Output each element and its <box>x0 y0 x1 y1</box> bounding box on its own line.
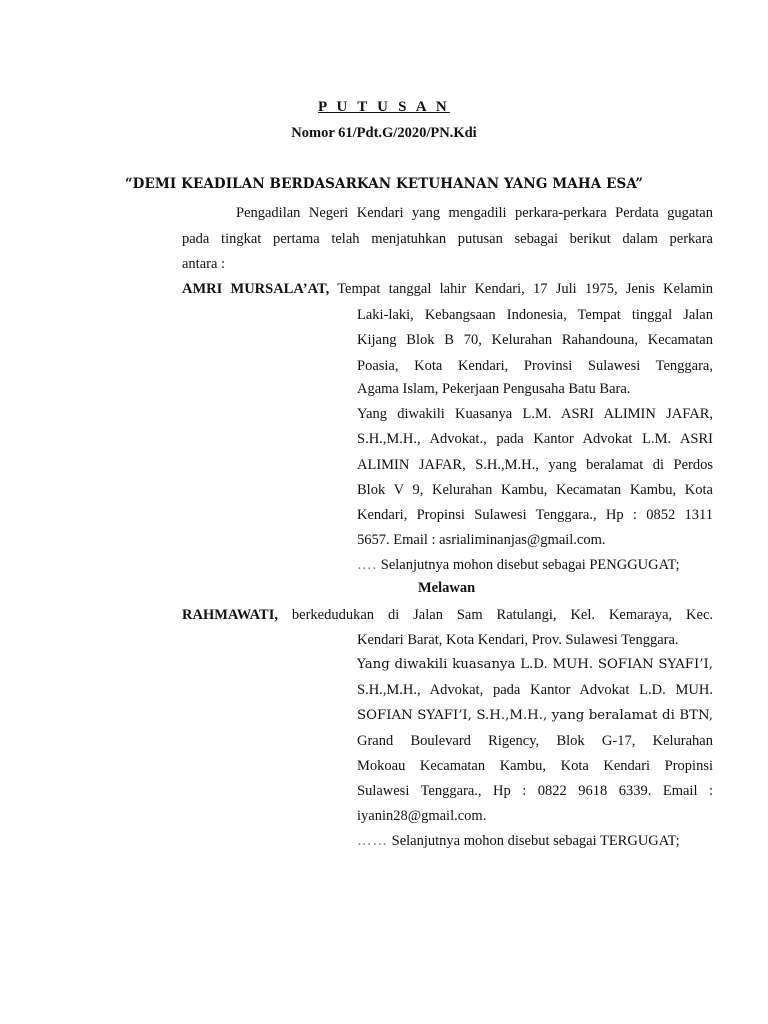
defendant-line: Grand Boulevard Rigency, Blok G-17, Kelurahan <box>357 733 713 749</box>
plaintiff-first-text: Tempat tanggal lahir Kendari, 17 Juli 1975, Jenis Kelamin <box>337 281 713 297</box>
plaintiff-closing <box>357 555 680 575</box>
plaintiff-line: Kendari, Propinsi Sulawesi Tenggara., Hp : 0852 1311 <box>357 507 713 523</box>
defendant-first-text: berkedudukan di Jalan Sam Ratulangi, Kel. Kemaraya, Kec. <box>291 607 714 623</box>
defendant-line: SOFIAN SYAFI’I, S.H.,M.H., yang beralamat di BTN, <box>357 708 713 723</box>
court-motto: “DEMI KEADILAN BERDASARKAN KETUHANAN YANG MAHA ESA” <box>124 176 644 192</box>
intro-line-1: Pengadilan Negeri Kendari yang mengadili perkara-perkara Perdata gugatan <box>236 205 713 221</box>
case-number: Nomor 61/Pdt.G/2020/PN.Kdi <box>291 125 477 141</box>
plaintiff-line: S.H.,M.H., Advokat., pada Kantor Advokat L.M. ASRI <box>357 431 713 447</box>
intro-line-3: antara : <box>182 256 226 272</box>
plaintiff-name: AMRI MURSALA’AT, <box>182 281 330 297</box>
defendant-closing-dots: …… <box>357 833 388 849</box>
defendant-closing <box>357 831 680 851</box>
defendant-line: Kendari Barat, Kota Kendari, Prov. Sulawesi Tenggara. <box>357 632 679 648</box>
plaintiff-first-line <box>182 279 713 299</box>
plaintiff-line: Poasia, Kota Kendari, Provinsi Sulawesi Tenggara, <box>357 358 713 374</box>
defendant-closing-text: Selanjutnya mohon disebut sebagai TERGUGAT; <box>391 833 680 849</box>
plaintiff-closing-text: Selanjutnya mohon disebut sebagai PENGGUGAT; <box>380 557 680 573</box>
plaintiff-line: Kijang Blok B 70, Kelurahan Rahandouna, Kecamatan <box>357 332 713 348</box>
defendant-name: RAHMAWATI, <box>182 607 278 623</box>
plaintiff-line: Laki-laki, Kebangsaan Indonesia, Tempat tinggal Jalan <box>357 307 713 323</box>
plaintiff-line: ALIMIN JAFAR, S.H.,M.H., yang beralamat di Perdos <box>357 457 713 473</box>
plaintiff-line: Yang diwakili Kuasanya L.M. ASRI ALIMIN JAFAR, <box>357 406 713 422</box>
plaintiff-line: Blok V 9, Kelurahan Kambu, Kecamatan Kambu, Kota <box>357 482 713 498</box>
defendant-line: Yang diwakili kuasanya L.D. MUH. SOFIAN SYAFI’I, <box>357 657 713 672</box>
plaintiff-closing-dots: …. <box>357 557 378 573</box>
defendant-line: Mokoau Kecamatan Kambu, Kota Kendari Propinsi <box>357 758 713 774</box>
versus-label: Melawan <box>418 580 476 596</box>
defendant-line: S.H.,M.H., Advokat, pada Kantor Advokat L.D. MUH. <box>357 682 713 698</box>
plaintiff-line: 5657. Email : asrialiminanjas@gmail.com. <box>357 532 606 548</box>
document-title: P U T U S A N <box>318 99 450 115</box>
plaintiff-line: Agama Islam, Pekerjaan Pengusaha Batu Bara. <box>357 381 631 397</box>
intro-line-2: pada tingkat pertama telah menjatuhkan putusan sebagai berikut dalam perkara <box>182 231 713 247</box>
defendant-line: iyanin28@gmail.com. <box>357 808 487 824</box>
defendant-first-line <box>182 605 713 625</box>
defendant-line: Sulawesi Tenggara., Hp : 0822 9618 6339. Email : <box>357 783 713 799</box>
